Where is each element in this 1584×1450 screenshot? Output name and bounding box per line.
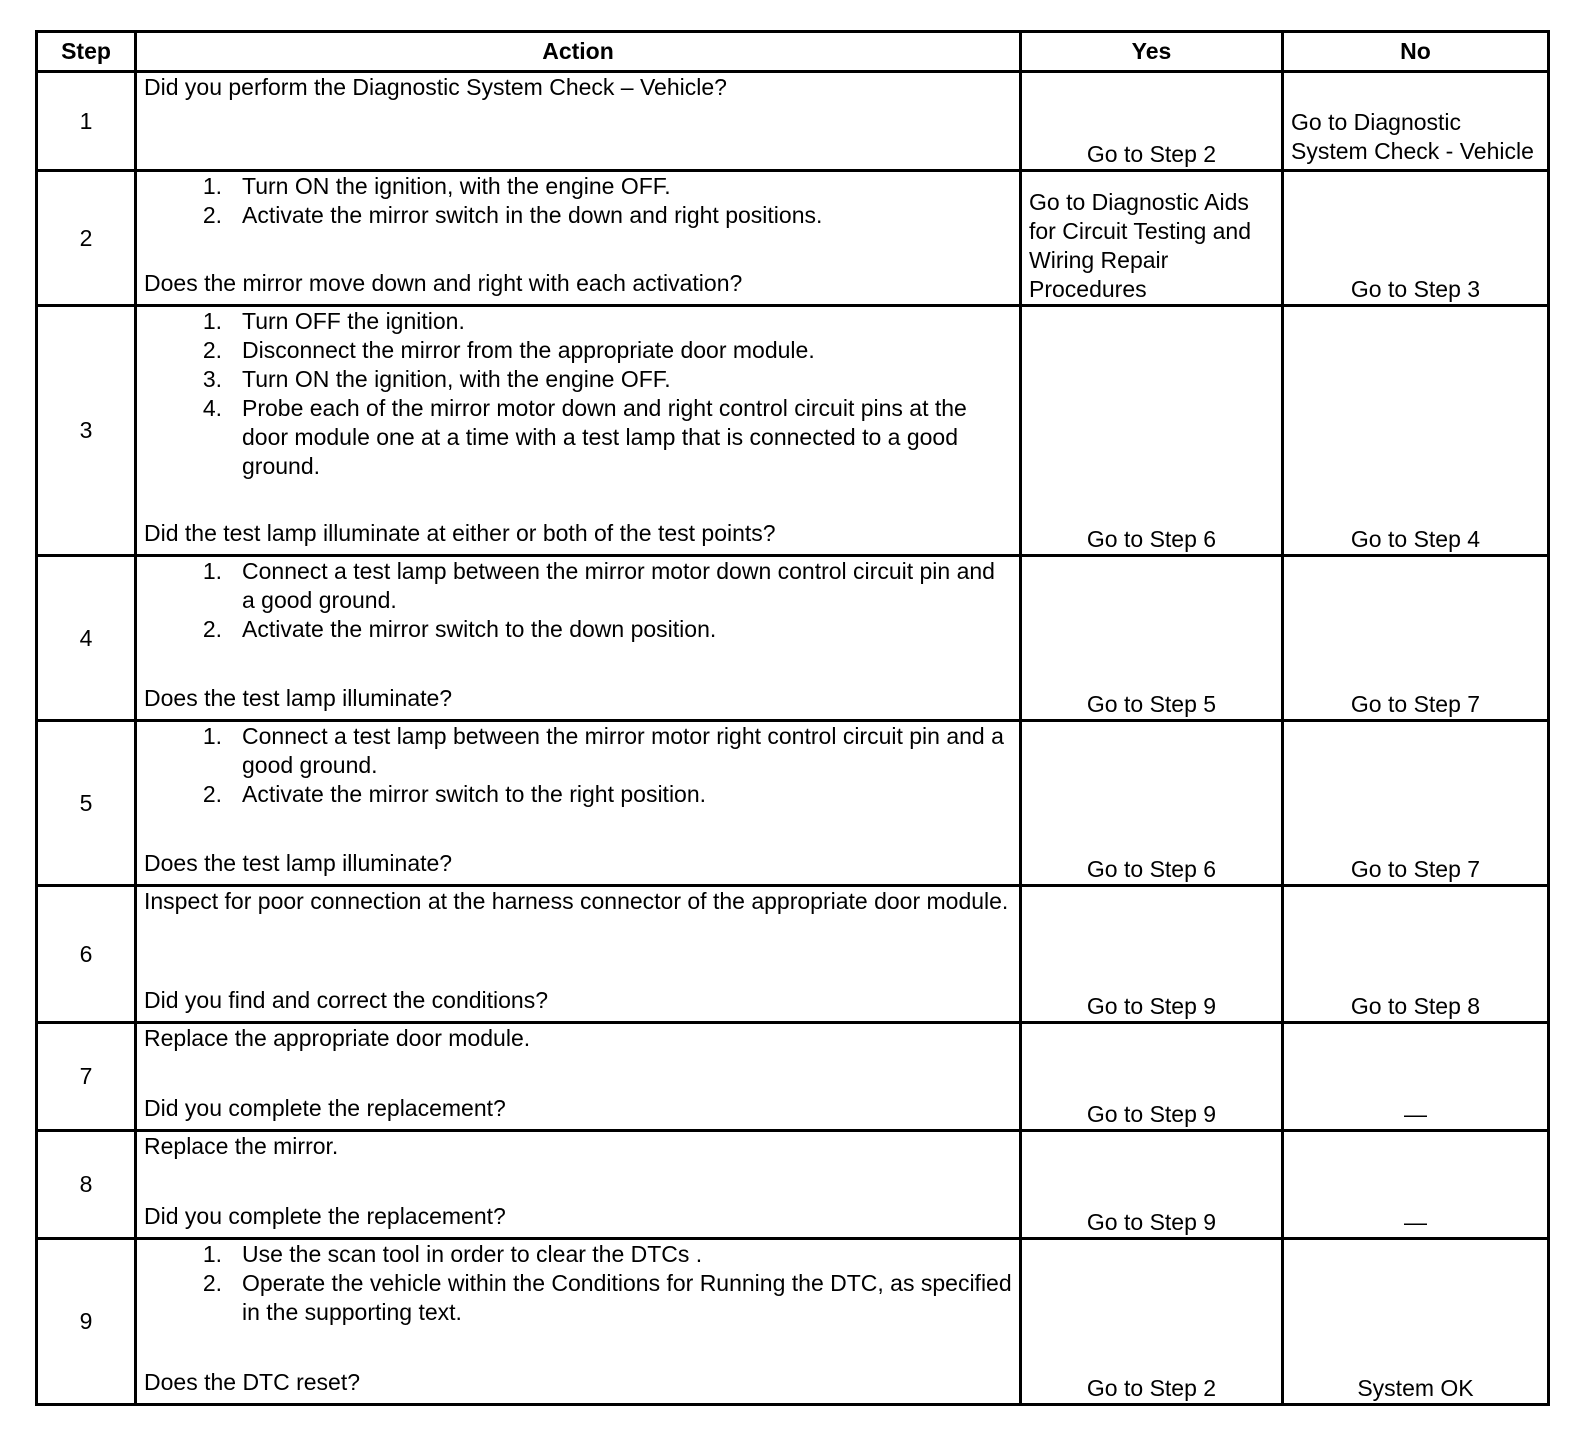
step-number: 8 xyxy=(37,1131,136,1239)
action-cell xyxy=(136,1023,1021,1131)
yes-result: Go to Step 2 xyxy=(1021,1239,1283,1405)
yes-result: Go to Step 9 xyxy=(1021,886,1283,1023)
no-header: No xyxy=(1283,32,1549,72)
yes-result: Go to Step 9 xyxy=(1021,1023,1283,1131)
action-question: Does the mirror move down and right with each activation? xyxy=(144,270,743,296)
step-number: 9 xyxy=(37,1239,136,1405)
list-item: 4 . Probe each of the mirror motor down and right control circuit pins at the door module one at a time with a test lamp that is connected to a good ground. xyxy=(144,394,1012,481)
table-row xyxy=(37,72,1549,171)
table-row xyxy=(37,1239,1549,1405)
header-row xyxy=(37,32,1549,72)
action-cell xyxy=(136,171,1021,306)
list-item: 2 . Activate the mirror switch in the down and right positions. xyxy=(144,201,1012,230)
table-row xyxy=(37,886,1549,1023)
action-cell xyxy=(136,1239,1021,1405)
action-cell xyxy=(136,886,1021,1023)
list-item: 2 . Activate the mirror switch to the down position. xyxy=(144,615,1012,644)
list-item: 2 . Activate the mirror switch to the right position. xyxy=(144,780,1012,809)
no-result: Go to Step 3 xyxy=(1283,171,1549,306)
action-question: Did the test lamp illuminate at either or both of the test points? xyxy=(144,520,776,546)
action-steps xyxy=(144,557,1012,644)
action-question: Did you complete the replacement? xyxy=(144,1095,506,1121)
no-result: System OK xyxy=(1283,1239,1549,1405)
list-item: 1 . Use the scan tool in order to clear the DTCs . xyxy=(144,1240,1012,1269)
step-header: Step xyxy=(37,32,136,72)
no-result: Go to Step 7 xyxy=(1283,721,1549,886)
action-question: Does the test lamp illuminate? xyxy=(144,685,453,711)
no-result: — xyxy=(1283,1023,1549,1131)
action-question: Did you find and correct the conditions? xyxy=(144,987,549,1013)
list-item: 2 . Disconnect the mirror from the appropriate door module. xyxy=(144,336,1012,365)
yes-result: Go to Diagnostic Aids for Circuit Testing and Wiring Repair Procedures xyxy=(1021,171,1283,306)
yes-header: Yes xyxy=(1021,32,1283,72)
action-steps xyxy=(144,307,1012,481)
no-result: — xyxy=(1283,1131,1549,1239)
table-row xyxy=(37,171,1549,306)
list-item: 1 . Connect a test lamp between the mirror motor down control circuit pin and a good ground. xyxy=(144,557,1012,615)
no-result: Go to Diagnostic System Check - Vehicle xyxy=(1283,72,1549,171)
yes-result: Go to Step 5 xyxy=(1021,556,1283,721)
step-number: 1 xyxy=(37,72,136,171)
no-result: Go to Step 7 xyxy=(1283,556,1549,721)
action-cell xyxy=(136,1131,1021,1239)
table-row xyxy=(37,721,1549,886)
no-result: Go to Step 4 xyxy=(1283,306,1549,556)
step-number: 7 xyxy=(37,1023,136,1131)
step-number: 4 xyxy=(37,556,136,721)
table-row xyxy=(37,1131,1549,1239)
yes-result: Go to Step 6 xyxy=(1021,306,1283,556)
action-question: Does the test lamp illuminate? xyxy=(144,850,453,876)
yes-result: Go to Step 2 xyxy=(1021,72,1283,171)
action-steps xyxy=(144,1240,1012,1327)
action-question: Did you complete the replacement? xyxy=(144,1203,506,1229)
action-header: Action xyxy=(136,32,1021,72)
action-text: Did you perform the Diagnostic System Check – Vehicle? xyxy=(144,74,727,100)
action-text: Inspect for poor connection at the harness connector of the appropriate door module. xyxy=(144,888,1009,914)
list-item: 1 . Turn OFF the ignition. xyxy=(144,307,1012,336)
step-number: 3 xyxy=(37,306,136,556)
table-row xyxy=(37,1023,1549,1131)
action-cell xyxy=(136,556,1021,721)
no-result: Go to Step 8 xyxy=(1283,886,1549,1023)
table-row xyxy=(37,306,1549,556)
list-item: 3 . Turn ON the ignition, with the engine OFF. xyxy=(144,365,1012,394)
table-row xyxy=(37,556,1549,721)
action-cell xyxy=(136,721,1021,886)
action-question: Does the DTC reset? xyxy=(144,1369,361,1395)
action-steps xyxy=(144,172,1012,230)
yes-result: Go to Step 9 xyxy=(1021,1131,1283,1239)
step-number: 5 xyxy=(37,721,136,886)
action-cell xyxy=(136,72,1021,171)
action-cell xyxy=(136,306,1021,556)
yes-result: Go to Step 6 xyxy=(1021,721,1283,886)
action-text: Replace the mirror. xyxy=(144,1133,339,1159)
list-item: 1 . Connect a test lamp between the mirror motor right control circuit pin and a good ground. xyxy=(144,722,1012,780)
action-text: Replace the appropriate door module. xyxy=(144,1025,531,1051)
step-number: 2 xyxy=(37,171,136,306)
diagnostic-table xyxy=(35,30,1550,1406)
action-steps xyxy=(144,722,1012,809)
step-number: 6 xyxy=(37,886,136,1023)
list-item: 1 . Turn ON the ignition, with the engine OFF. xyxy=(144,172,1012,201)
list-item: 2 . Operate the vehicle within the Conditions for Running the DTC, as specified in the supporting text. xyxy=(144,1269,1012,1327)
